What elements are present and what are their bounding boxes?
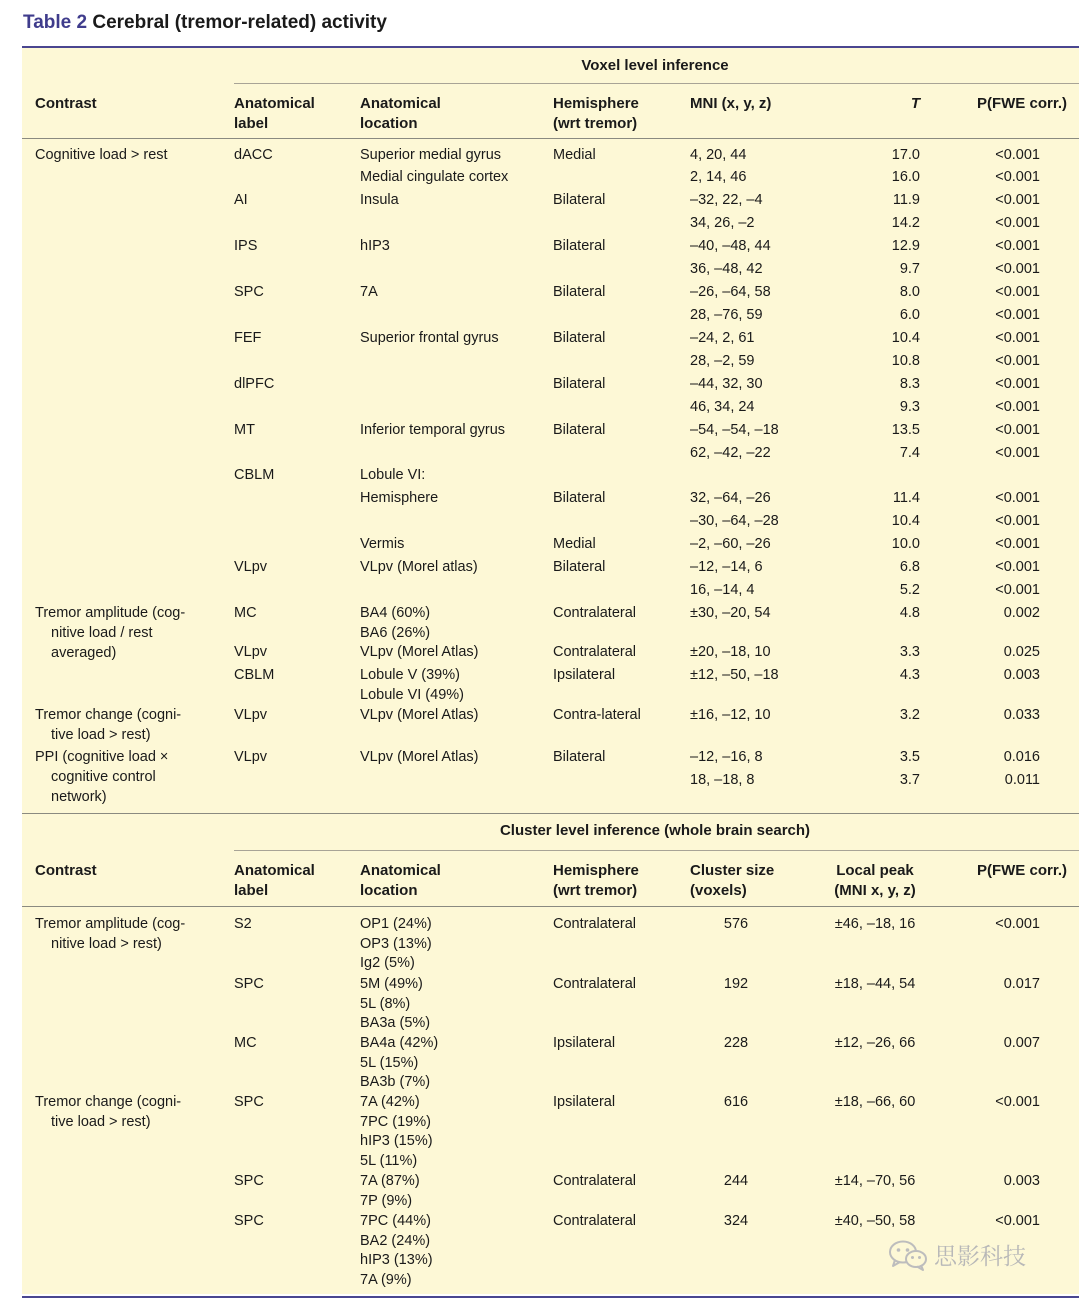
voxel-row-25-cell-t: 3.2 — [899, 707, 920, 723]
voxel-row-8-cell-location: Superior frontal gyrus — [360, 330, 499, 346]
voxel-row-23-cell-hemisphere: Ipsilateral — [553, 667, 616, 683]
voxel-row-15-cell-location: Hemisphere — [360, 490, 439, 506]
voxel-row-4-cell-p: <0.001 — [995, 238, 1040, 254]
voxel-row-8-cell-t: 10.4 — [891, 330, 920, 346]
voxel-row-14-cell-location: Lobule VI: — [360, 467, 426, 483]
voxel-row-25-cell-p: 0.033 — [1003, 707, 1040, 723]
cluster-row-1-cell-peak: ±18, –44, 54 — [834, 976, 916, 992]
cluster-row-3-cell-p: <0.001 — [995, 1094, 1040, 1110]
voxel-row-4-cell-mni: –40, –48, 44 — [690, 238, 771, 254]
voxel-row-17-cell-location: Vermis — [360, 536, 405, 552]
cluster-row-2-cell-hemisphere: Ipsilateral — [553, 1035, 616, 1051]
voxel-row-20-cell-location: BA4 (60%) — [360, 605, 431, 621]
voxel-row-15-cell-hemisphere: Bilateral — [553, 490, 606, 506]
cluster-row-2-cell-size: 228 — [723, 1035, 749, 1051]
voxel-row-1-cell-mni: 2, 14, 46 — [690, 169, 747, 185]
voxel-row-27-cell-t: 3.7 — [899, 772, 920, 788]
voxel-row-2-cell-t: 11.9 — [892, 192, 920, 208]
voxel-row-1-cell-location: Medial cingulate cortex — [360, 169, 509, 185]
voxel-row-5-cell-t: 9.7 — [899, 261, 920, 277]
voxel-row-26-cell-p: 0.016 — [1003, 749, 1040, 765]
watermark-text: 思影科技 — [934, 1243, 1026, 1269]
cluster-row-2-cell-p: 0.007 — [1003, 1035, 1040, 1051]
voxel-row-6-cell-location: 7A — [360, 284, 378, 300]
cluster-row-0-cell-size: 576 — [723, 916, 749, 932]
voxel-row-22-cell-hemisphere: Contralateral — [553, 644, 637, 660]
voxel-row-27-cell-mni: 18, –18, 8 — [690, 772, 755, 788]
wechat-icon — [888, 1239, 928, 1271]
cluster-header-hemisphere: Hemisphere (wrt tremor) — [553, 862, 639, 899]
voxel-header-contrast: Contrast — [35, 95, 97, 112]
voxel-row-17-cell-p: <0.001 — [995, 536, 1040, 552]
voxel-row-26-cell-mni: –12, –16, 8 — [690, 749, 763, 765]
cluster-contrast-change: Tremor change (cogni- tive load > rest) — [35, 1094, 182, 1130]
voxel-contrast-cognitive: Cognitive load > rest — [35, 147, 168, 163]
voxel-row-14-cell-label: CBLM — [234, 467, 275, 483]
voxel-row-0-cell-location: Superior medial gyrus — [360, 147, 502, 163]
voxel-row-0-cell-label: dACC — [234, 147, 273, 163]
voxel-contrast-ppi: PPI (cognitive load × cognitive control network) — [35, 749, 169, 805]
voxel-row-25-cell-label: VLpv — [234, 707, 268, 723]
voxel-row-6-cell-hemisphere: Bilateral — [553, 284, 606, 300]
voxel-band-rule — [234, 83, 1079, 84]
voxel-row-12-cell-label: MT — [234, 422, 255, 438]
cluster-row-0-cell-location-0: OP1 (24%) — [360, 916, 432, 932]
voxel-row-18-cell-hemisphere: Bilateral — [553, 559, 606, 575]
voxel-row-13-cell-t: 7.4 — [899, 445, 920, 461]
voxel-header-rule — [22, 138, 1079, 139]
voxel-row-13-cell-mni: 62, –42, –22 — [690, 445, 771, 461]
voxel-row-17-cell-hemisphere: Medial — [553, 536, 596, 552]
cluster-row-5-cell-peak: ±40, –50, 58 — [834, 1213, 916, 1229]
voxel-row-7-cell-mni: 28, –76, 59 — [690, 307, 763, 323]
voxel-row-12-cell-p: <0.001 — [995, 422, 1040, 438]
voxel-row-17-cell-mni: –2, –60, –26 — [690, 536, 771, 552]
voxel-row-8-cell-mni: –24, 2, 61 — [690, 330, 755, 346]
voxel-row-6-cell-mni: –26, –64, 58 — [690, 284, 771, 300]
voxel-row-2-cell-hemisphere: Bilateral — [553, 192, 606, 208]
cluster-row-2-cell-location-0: BA4a (42%) — [360, 1035, 439, 1051]
section-divider — [22, 813, 1079, 814]
voxel-row-26-cell-hemisphere: Bilateral — [553, 749, 606, 765]
cluster-row-4-cell-label: SPC — [234, 1173, 264, 1189]
voxel-row-12-cell-hemisphere: Bilateral — [553, 422, 606, 438]
cluster-band-title: Cluster level inference (whole brain search) — [499, 822, 811, 839]
voxel-row-25-cell-hemisphere: Contra-lateral — [553, 707, 641, 723]
voxel-row-15-cell-mni: 32, –64, –26 — [690, 490, 771, 506]
cluster-header-label: Anatomical label — [234, 862, 315, 899]
voxel-row-10-cell-t: 8.3 — [899, 376, 920, 392]
voxel-row-19-cell-mni: 16, –14, 4 — [690, 582, 755, 598]
cluster-contrast-amplitude: Tremor amplitude (cog- nitive load > rest) — [35, 916, 186, 952]
voxel-row-23-cell-t: 4.3 — [899, 667, 920, 683]
voxel-row-4-cell-label: IPS — [234, 238, 258, 254]
cluster-row-1-cell-p: 0.017 — [1003, 976, 1040, 992]
voxel-row-3-cell-t: 14.2 — [891, 215, 920, 231]
voxel-band-title: Voxel level inference — [581, 57, 729, 74]
voxel-row-18-cell-p: <0.001 — [995, 559, 1040, 575]
voxel-row-18-cell-label: VLpv — [234, 559, 268, 575]
voxel-row-3-cell-p: <0.001 — [995, 215, 1040, 231]
voxel-row-20-cell-hemisphere: Contralateral — [553, 605, 637, 621]
cluster-row-5-cell-location-2: hIP3 (13%) — [360, 1252, 433, 1269]
cluster-row-5-cell-location-1: BA2 (24%) — [360, 1232, 431, 1249]
cluster-row-5-cell-location-3: 7A (9%) — [360, 1272, 412, 1289]
cluster-row-5-cell-hemisphere: Contralateral — [553, 1213, 637, 1229]
voxel-row-17-cell-t: 10.0 — [891, 536, 920, 552]
cluster-row-2-cell-label: MC — [234, 1035, 257, 1051]
voxel-row-15-cell-t: 11.4 — [892, 490, 920, 506]
cluster-row-4-cell-location-0: 7A (87%) — [360, 1173, 420, 1189]
voxel-row-16-cell-p: <0.001 — [995, 513, 1040, 529]
voxel-row-10-cell-mni: –44, 32, 30 — [690, 376, 763, 392]
voxel-row-5-cell-mni: 36, –48, 42 — [690, 261, 763, 277]
voxel-row-23-cell-mni: ±12, –50, –18 — [690, 667, 779, 683]
cluster-row-3-cell-label: SPC — [234, 1094, 264, 1110]
voxel-row-15-cell-p: <0.001 — [995, 490, 1040, 506]
voxel-header-mni: MNI (x, y, z) — [690, 95, 772, 112]
voxel-row-10-cell-label: dlPFC — [234, 376, 275, 392]
voxel-row-0-cell-mni: 4, 20, 44 — [690, 147, 747, 163]
voxel-row-21-cell-location: BA6 (26%) — [360, 625, 431, 641]
voxel-row-23-cell-label: CBLM — [234, 667, 275, 683]
cluster-row-3-cell-location-0: 7A (42%) — [360, 1094, 420, 1110]
voxel-header-location: Anatomical location — [360, 95, 441, 132]
cluster-row-5-cell-location-0: 7PC (44%) — [360, 1213, 431, 1229]
voxel-row-16-cell-mni: –30, –64, –28 — [690, 513, 779, 529]
voxel-row-25-cell-location: VLpv (Morel Atlas) — [360, 707, 479, 723]
voxel-row-1-cell-t: 16.0 — [891, 169, 920, 185]
cluster-row-0-cell-peak: ±46, –18, 16 — [834, 916, 916, 932]
voxel-row-12-cell-t: 13.5 — [891, 422, 920, 438]
voxel-row-20-cell-label: MC — [234, 605, 257, 621]
cluster-row-2-cell-peak: ±12, –26, 66 — [834, 1035, 916, 1051]
voxel-row-27-cell-p: 0.011 — [1004, 772, 1040, 788]
voxel-row-6-cell-t: 8.0 — [899, 284, 920, 300]
cluster-row-5-cell-size: 324 — [723, 1213, 749, 1229]
voxel-row-0-cell-p: <0.001 — [995, 147, 1040, 163]
voxel-row-5-cell-p: <0.001 — [995, 261, 1040, 277]
table-caption — [23, 12, 387, 34]
voxel-row-20-cell-p: 0.002 — [1003, 605, 1040, 621]
watermark — [888, 1238, 1026, 1271]
voxel-header-t: T — [910, 95, 920, 112]
cluster-header-contrast: Contrast — [35, 862, 97, 879]
cluster-row-5-cell-p: <0.001 — [995, 1213, 1040, 1229]
voxel-row-7-cell-p: <0.001 — [995, 307, 1040, 323]
cluster-row-3-cell-hemisphere: Ipsilateral — [553, 1094, 616, 1110]
cluster-row-3-cell-size: 616 — [723, 1094, 749, 1110]
voxel-row-0-cell-hemisphere: Medial — [553, 147, 596, 163]
voxel-row-10-cell-hemisphere: Bilateral — [553, 376, 606, 392]
cluster-row-4-cell-location-1: 7P (9%) — [360, 1192, 413, 1209]
cluster-row-5-cell-label: SPC — [234, 1213, 264, 1229]
cluster-row-3-cell-location-1: 7PC (19%) — [360, 1113, 431, 1130]
voxel-row-1-cell-p: <0.001 — [995, 169, 1040, 185]
cluster-header-peak: Local peak (MNI x, y, z) — [834, 862, 916, 899]
voxel-row-22-cell-t: 3.3 — [899, 644, 920, 660]
voxel-row-22-cell-p: 0.025 — [1003, 644, 1040, 660]
voxel-row-4-cell-t: 12.9 — [891, 238, 920, 254]
voxel-row-23-cell-location: Lobule V (39%) — [360, 667, 460, 683]
voxel-row-6-cell-label: SPC — [234, 284, 264, 300]
voxel-row-8-cell-hemisphere: Bilateral — [553, 330, 606, 346]
voxel-row-9-cell-p: <0.001 — [995, 353, 1040, 369]
voxel-row-10-cell-p: <0.001 — [995, 376, 1040, 392]
voxel-row-8-cell-label: FEF — [234, 330, 262, 346]
voxel-row-3-cell-mni: 34, 26, –2 — [690, 215, 755, 231]
voxel-row-11-cell-t: 9.3 — [899, 399, 920, 415]
voxel-row-26-cell-label: VLpv — [234, 749, 268, 765]
cluster-row-0-cell-label: S2 — [234, 916, 252, 932]
cluster-row-1-cell-location-2: BA3a (5%) — [360, 1015, 431, 1032]
voxel-header-label: Anatomical label — [234, 95, 315, 132]
voxel-row-2-cell-mni: –32, 22, –4 — [690, 192, 763, 208]
voxel-row-6-cell-p: <0.001 — [995, 284, 1040, 300]
cluster-row-4-cell-peak: ±14, –70, 56 — [834, 1173, 916, 1189]
cluster-row-1-cell-size: 192 — [723, 976, 749, 992]
cluster-row-1-cell-location-1: 5L (8%) — [360, 995, 411, 1012]
voxel-row-2-cell-location: Insula — [360, 192, 399, 208]
voxel-contrast-amplitude: Tremor amplitude (cog- nitive load / rest averaged) — [35, 605, 186, 661]
cluster-row-0-cell-p: <0.001 — [995, 916, 1040, 932]
bottom-rule — [22, 1296, 1079, 1298]
voxel-row-0-cell-t: 17.0 — [891, 147, 920, 163]
cluster-band-rule — [234, 850, 1079, 851]
cluster-row-1-cell-label: SPC — [234, 976, 264, 992]
cluster-row-3-cell-location-2: hIP3 (15%) — [360, 1133, 433, 1150]
voxel-row-7-cell-t: 6.0 — [899, 307, 920, 323]
voxel-row-19-cell-p: <0.001 — [995, 582, 1040, 598]
cluster-row-4-cell-p: 0.003 — [1003, 1173, 1040, 1189]
voxel-row-2-cell-label: AI — [234, 192, 248, 208]
voxel-contrast-change: Tremor change (cogni- tive load > rest) — [35, 707, 182, 743]
table-number: Table 2 — [23, 12, 88, 33]
voxel-header-hemisphere: Hemisphere (wrt tremor) — [553, 95, 639, 132]
cluster-row-0-cell-location-2: Ig2 (5%) — [360, 955, 415, 972]
cluster-row-4-cell-size: 244 — [723, 1173, 749, 1189]
voxel-row-13-cell-p: <0.001 — [995, 445, 1040, 461]
voxel-row-20-cell-mni: ±30, –20, 54 — [690, 605, 771, 621]
voxel-header-p: P(FWE corr.) — [976, 95, 1067, 112]
cluster-row-0-cell-location-1: OP3 (13%) — [360, 935, 432, 952]
voxel-row-19-cell-t: 5.2 — [899, 582, 920, 598]
voxel-row-9-cell-mni: 28, –2, 59 — [690, 353, 755, 369]
voxel-row-22-cell-label: VLpv — [234, 644, 268, 660]
voxel-row-18-cell-location: VLpv (Morel atlas) — [360, 559, 478, 575]
cluster-row-2-cell-location-1: 5L (15%) — [360, 1054, 419, 1071]
voxel-row-26-cell-location: VLpv (Morel Atlas) — [360, 749, 479, 765]
voxel-row-16-cell-t: 10.4 — [891, 513, 920, 529]
voxel-row-4-cell-location: hIP3 — [360, 238, 390, 254]
voxel-row-22-cell-location: VLpv (Morel Atlas) — [360, 644, 479, 660]
cluster-header-p: P(FWE corr.) — [976, 862, 1067, 879]
voxel-row-11-cell-mni: 46, 34, 24 — [690, 399, 755, 415]
cluster-row-0-cell-hemisphere: Contralateral — [553, 916, 637, 932]
cluster-row-3-cell-peak: ±18, –66, 60 — [834, 1094, 916, 1110]
voxel-row-22-cell-mni: ±20, –18, 10 — [690, 644, 771, 660]
voxel-row-12-cell-mni: –54, –54, –18 — [690, 422, 779, 438]
cluster-row-3-cell-location-3: 5L (11%) — [360, 1153, 418, 1170]
table-title: Cerebral (tremor-related) activity — [92, 12, 387, 33]
cluster-header-size: Cluster size (voxels) — [690, 862, 775, 899]
voxel-row-12-cell-location: Inferior temporal gyrus — [360, 422, 506, 438]
cluster-row-1-cell-location-0: 5M (49%) — [360, 976, 423, 992]
voxel-row-23-cell-p: 0.003 — [1003, 667, 1040, 683]
cluster-header-location: Anatomical location — [360, 862, 441, 899]
cluster-row-4-cell-hemisphere: Contralateral — [553, 1173, 637, 1189]
voxel-row-20-cell-t: 4.8 — [899, 605, 920, 621]
cluster-row-2-cell-location-2: BA3b (7%) — [360, 1074, 431, 1091]
cluster-row-1-cell-hemisphere: Contralateral — [553, 976, 637, 992]
voxel-row-18-cell-t: 6.8 — [899, 559, 920, 575]
voxel-row-9-cell-t: 10.8 — [891, 353, 920, 369]
voxel-row-24-cell-location: Lobule VI (49%) — [360, 687, 464, 703]
voxel-row-11-cell-p: <0.001 — [995, 399, 1040, 415]
voxel-row-4-cell-hemisphere: Bilateral — [553, 238, 606, 254]
voxel-row-18-cell-mni: –12, –14, 6 — [690, 559, 763, 575]
cluster-header-rule — [22, 906, 1079, 907]
voxel-row-8-cell-p: <0.001 — [995, 330, 1040, 346]
voxel-row-2-cell-p: <0.001 — [995, 192, 1040, 208]
voxel-row-26-cell-t: 3.5 — [899, 749, 920, 765]
voxel-row-25-cell-mni: ±16, –12, 10 — [690, 707, 771, 723]
